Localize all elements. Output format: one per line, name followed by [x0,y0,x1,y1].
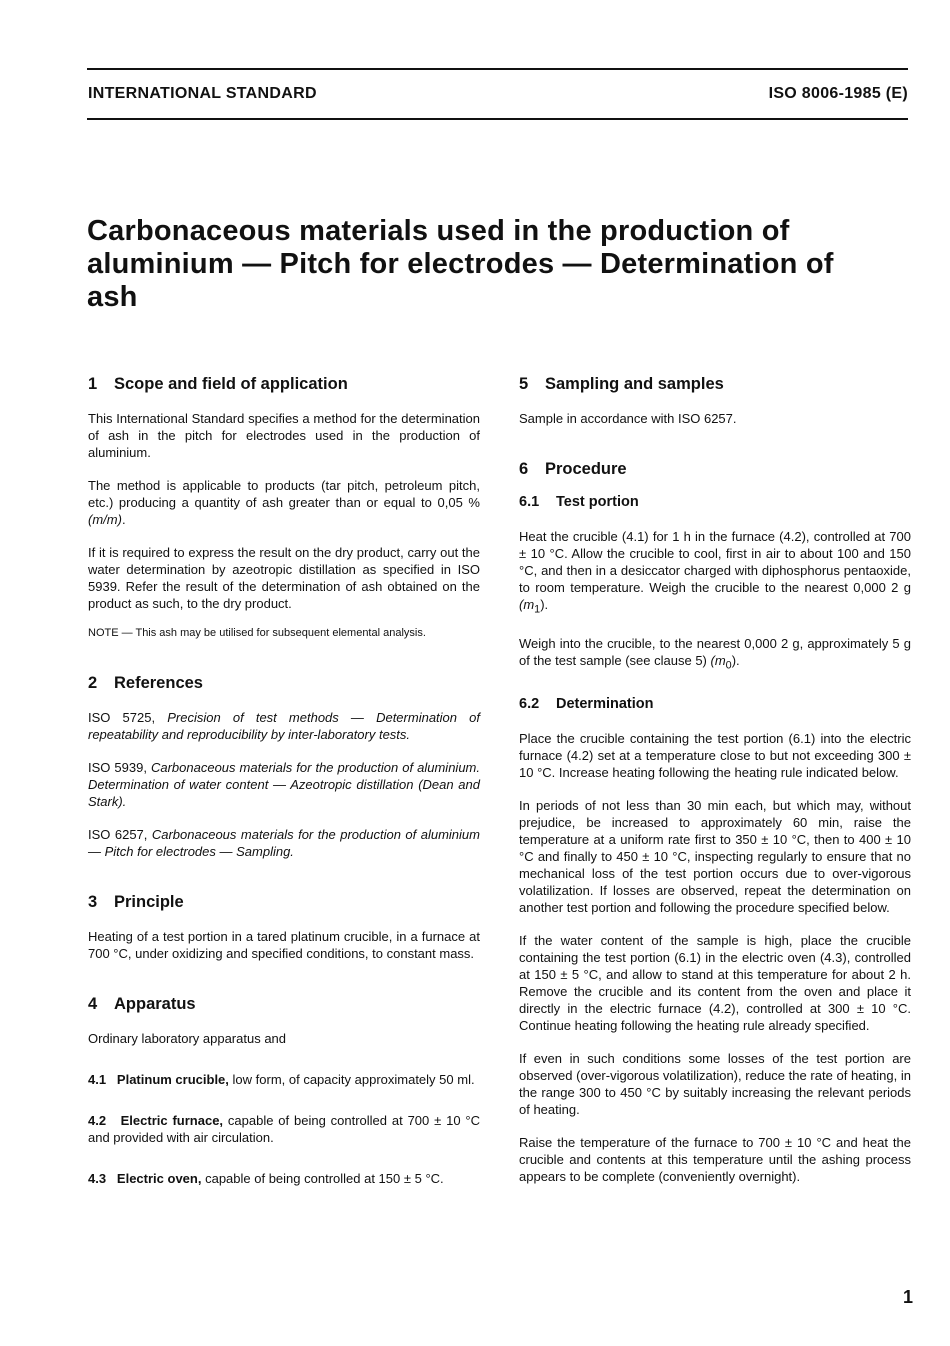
losses-paragraph: If even in such conditions some losses of the test portion are observed (over-vigorous volatilization), reduce the rate of heating, in the range 300 to 450 °C by suitably increasing the relevant periods of heating. [519,1051,911,1118]
document-title: Carbonaceous materials used in the production of aluminium — Pitch for electrodes — Determination of ash [87,215,834,313]
heating-rule-paragraph: In periods of not less than 30 min each, but which may, without prejudice, be increased to approximately 60 min, raise the temperature at a uniform rate first to 350 ± 10 °C, then to 400 ± 10 °C and finally to 450 ± 10 °C, inspecting regularly to ensure that no mechanical loss of the test portion occurs due to over-vigorous volatilization. If losses are observed, repeat the determination on another test portion and following the procedure specified below. [519,798,911,916]
section-number: 3 [88,893,98,911]
final-heating-paragraph: Raise the temperature of the furnace to 700 ± 10 °C and heat the crucible and contents at this temperature until the ashing process appears to be complete (conveniently overnight). [519,1135,911,1185]
standard-type-label: INTERNATIONAL STANDARD [88,85,317,102]
subsection-title: Test portion [556,494,639,510]
section-5-heading [519,376,911,393]
section-number: 6 [519,460,529,478]
section-number: 1 [88,375,98,393]
section-4-heading [88,996,480,1013]
section-2-heading [88,675,480,692]
header-top-rule [87,68,908,70]
section-title: Apparatus [114,995,196,1013]
header-bottom-rule [87,118,908,120]
apparatus-item: 4.2 Electric furnace, capable of being controlled at 700 ± 10 °C and provided with air circulation. [88,1113,480,1145]
section-number: 5 [519,375,529,393]
test-portion-paragraph: Heat the crucible (4.1) for 1 h in the furnace (4.2), controlled at 700 ± 10 °C. Allow the crucible to cool, first in air to about 100 and 150 °C, and then in a desiccator charged with diphosphorus pentaoxide, to room temperature. Weigh the crucible to the nearest 0,000 2 g $(m_1)$. [519,529,911,616]
subsection-number: 6.1 [519,494,540,510]
section-title: Procedure [545,460,627,478]
sampling-paragraph: Sample in accordance with ISO 6257. [519,411,737,426]
section-title: Principle [114,893,184,911]
reference-item: ISO 6257, Carbonaceous materials for the production of aluminium — Pitch for electrodes — Sampling. [88,827,480,859]
determination-paragraph: Place the crucible containing the test portion (6.1) into the electric furnace (4.2) set at a temperature close to but not exceeding 300 ± 10 °C. Increase heating following the heating rule indicated below. [519,731,911,781]
subsection-number: 6.2 [519,696,540,713]
section-1-heading [88,376,480,393]
section-title: Sampling and samples [545,375,724,393]
section-3-heading [88,894,480,911]
principle-paragraph: Heating of a test portion in a tared platinum crucible, in a furnace at 700 °C, under oxidizing and specified conditions, to constant mass. [88,929,480,961]
section-number: 2 [88,674,98,692]
right-column [519,376,911,1185]
apparatus-intro: Ordinary laboratory apparatus and [88,1031,287,1046]
scope-paragraph: This International Standard specifies a method for the determination of ash in the pitch for electrodes used in the production of aluminium. [88,411,480,460]
scope-applicability-paragraph: The method is applicable to products (tar pitch, petroleum pitch, etc.) producing a quantity of ash greater than or equal to 0,05 % (m/m). [88,478,480,527]
section-title: Scope and field of application [114,375,348,393]
apparatus-item: 4.3 Electric oven, capable of being controlled at 150 ± 5 °C. [88,1171,444,1186]
page-number: 1 [902,1287,913,1307]
subsection-6-2-heading [519,696,911,713]
mass-fraction-unit: (m/m) [88,512,122,527]
weigh-paragraph: Weigh into the crucible, to the nearest 0,000 2 g, approximately 5 g of the test sample (see clause 5) $(m_0)$. [519,635,911,672]
subsection-title: Determination [556,696,654,713]
section-title: References [114,674,203,692]
reference-item: ISO 5939, Carbonaceous materials for the production of aluminium. Determination of water content — Azeotropic distillation (Dean and Stark). [88,760,480,809]
scope-note: NOTE — This ash may be utilised for subsequent elemental analysis. [88,627,426,639]
section-number: 4 [88,995,98,1013]
reference-item: ISO 5725, Precision of test methods — Determination of repeatability and reproducibility by inter-laboratory tests. [88,710,480,742]
apparatus-item: 4.1 Platinum crucible, low form, of capacity approximately 50 ml. [88,1072,475,1087]
high-water-paragraph: If the water content of the sample is high, place the crucible containing the test portion (6.1) in the electric oven (4.3), controlled at 150 ± 5 °C, and allow to stand at this temperature for about 2 h. Remove the crucible and its content from the oven and place it directly in the electric furnace (4.2), controlled at 300 ± 10 °C. Continue heating following the heating rule already specified. [519,933,911,1034]
section-6-heading [519,461,911,478]
subsection-6-1-heading [519,494,911,511]
dry-product-paragraph: If it is required to express the result on the dry product, carry out the water determination by azeotropic distillation as specified in ISO 5939. Refer the result of the determination of ash obtained on the product as such, to the dry product. [88,545,480,611]
left-column [88,376,480,1187]
standard-number: ISO 8006-1985 (E) [768,85,908,102]
